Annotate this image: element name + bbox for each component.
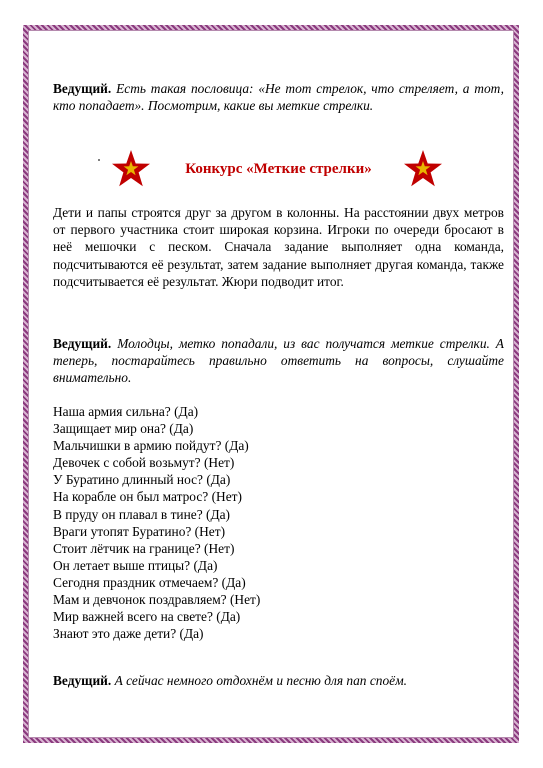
question-line: Сегодня праздник отмечаем? (Да) [53, 574, 246, 590]
host-closing-line [53, 672, 504, 689]
star-icon [403, 150, 443, 188]
section-heading-row [53, 150, 504, 190]
question-line: В пруду он плавал в тине? (Да) [53, 506, 230, 522]
host-question-intro [53, 335, 504, 387]
question-line: Знают это даже дети? (Да) [53, 626, 204, 642]
question-line: Защищает мир она? (Да) [53, 421, 194, 437]
host-intro-paragraph [53, 80, 504, 114]
question-line: Девочек с собой возьмут? (Нет) [53, 455, 235, 471]
speaker-label: Ведущий. [53, 336, 112, 351]
section-title: Конкурс «Меткие стрелки» [185, 161, 372, 177]
question-line: Мам и девчонок поздравляем? (Нет) [53, 592, 261, 608]
question-line: Стоит лётчик на границе? (Нет) [53, 540, 235, 556]
host-speech: Молодцы, метко попадали, из вас получатся меткие стрелки. А теперь, постарайтесь правильно ответить на вопросы, слушайте внимательно. [53, 336, 504, 386]
speaker-label: Ведущий. [53, 81, 112, 96]
question-line: У Буратино длинный нос? (Да) [53, 472, 231, 488]
contest-description: Дети и папы строятся друг за другом в колонны. На расстоянии двух метров от первого участника стоит широкая корзина. Игроки по очереди бросают в неё мешочки с песком. Сначала задание выполняет одна команда, подсчитываются её результат, затем задание выполняет другая команда, также подсчитывается её результат. Жюри подводит итог. [53, 205, 504, 289]
speaker-label: Ведущий. [53, 673, 112, 688]
question-line: Враги утопят Буратино? (Нет) [53, 523, 226, 539]
question-list [53, 403, 260, 642]
question-line: На корабле он был матрос? (Нет) [53, 489, 242, 505]
question-line: Мир важней всего на свете? (Да) [53, 609, 241, 625]
host-speech: Есть такая пословица: «Не тот стрелок, что стреляет, а тот, кто попадает». Посмотрим, какие вы меткие стрелки. [53, 81, 504, 114]
question-line: Он летает выше птицы? (Да) [53, 557, 218, 573]
host-speech: А сейчас немного отдохнём и песню для пап споём. [114, 673, 407, 688]
question-line: Наша армия сильна? (Да) [53, 404, 199, 419]
question-line: Мальчишки в армию пойдут? (Да) [53, 438, 249, 454]
